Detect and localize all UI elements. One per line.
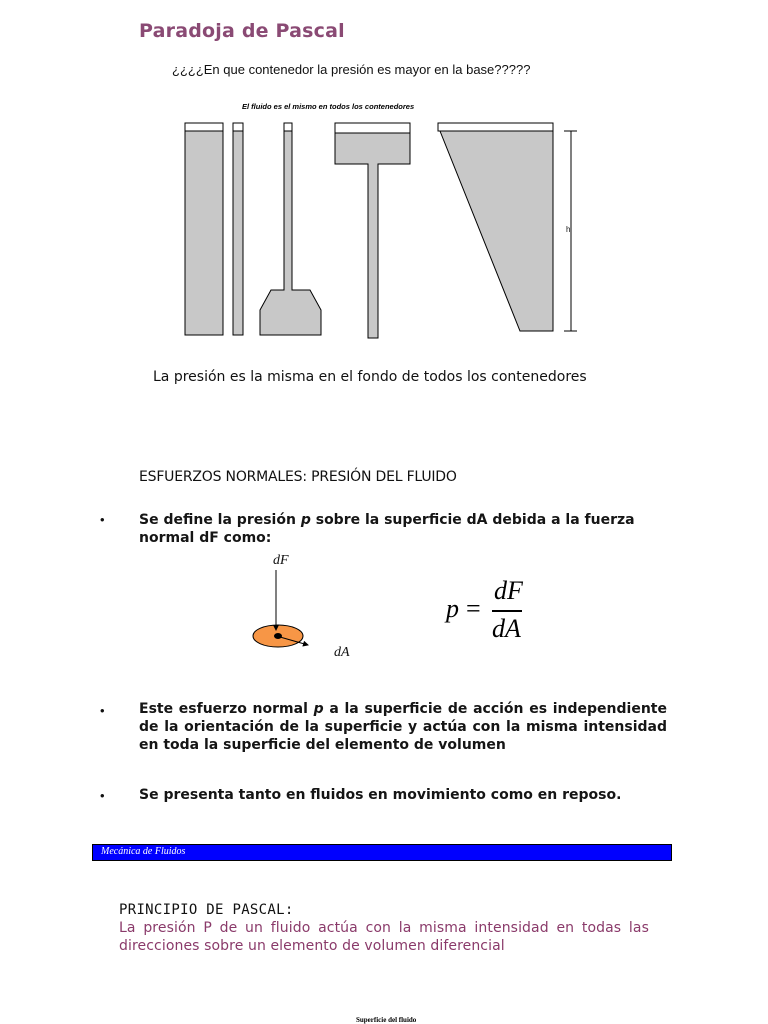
course-footer-bar bbox=[92, 844, 672, 861]
bullet-2-symbol-p: p bbox=[313, 701, 324, 717]
same-pressure-statement: La presión es la misma en el fondo de todos los contenedores bbox=[153, 369, 587, 385]
figure-caption: El fluido es el mismo en todos los contenedores bbox=[242, 102, 415, 111]
container-2-air bbox=[233, 123, 243, 131]
bullet-2-text bbox=[139, 700, 667, 754]
container-1-fluid bbox=[185, 131, 223, 335]
formula-denominator: dA bbox=[492, 614, 521, 643]
bullet-2-text-b: a la superficie de acción es independiente de la orientación de la superficie y actúa con la misma intensidad en toda la superficie del elemento de volumen bbox=[139, 701, 667, 753]
formula-equals: = bbox=[466, 594, 481, 623]
bullet-1-text-b: sobre la superficie dA debida a la fuerza normal dF como: bbox=[139, 512, 635, 546]
bullet-1-text bbox=[139, 511, 667, 547]
container-1-air bbox=[185, 123, 223, 131]
formula-numerator: dF bbox=[494, 576, 523, 605]
container-4-air bbox=[335, 123, 410, 133]
bullet-1-symbol-p: p bbox=[300, 512, 311, 528]
pascal-heading: PRINCIPIO DE PASCAL: bbox=[119, 902, 294, 918]
bottom-caption: Superficie del fluido bbox=[356, 1016, 417, 1024]
bullet-1-symbol: • bbox=[100, 512, 105, 527]
area-label: dA bbox=[334, 645, 350, 660]
force-diagram bbox=[245, 570, 325, 650]
question-text: ¿¿¿¿En que contenedor la presión es mayor en la base????? bbox=[172, 62, 531, 77]
container-3-fluid bbox=[260, 131, 321, 335]
height-label: h bbox=[566, 225, 571, 234]
container-3-air bbox=[284, 123, 292, 131]
formula-fraction-bar bbox=[492, 610, 522, 612]
bullet-3-symbol: • bbox=[100, 788, 105, 803]
bullet-2-text-a: Este esfuerzo normal bbox=[139, 701, 314, 717]
container-2-fluid bbox=[233, 131, 243, 335]
section-heading: ESFUERZOS NORMALES: PRESIÓN DEL FLUIDO bbox=[139, 469, 457, 485]
course-footer-text: Mecánica de Fluidos bbox=[101, 846, 186, 857]
container-5-air bbox=[438, 123, 553, 131]
force-label: dF bbox=[273, 553, 289, 568]
page-title: Paradoja de Pascal bbox=[139, 20, 345, 42]
formula-lhs: p bbox=[446, 594, 459, 623]
bullet-3-text: Se presenta tanto en fluidos en movimiento como en reposo. bbox=[139, 787, 622, 803]
area-center-dot bbox=[274, 633, 282, 639]
container-5-fluid bbox=[440, 131, 553, 331]
bullet-1-text-a: Se define la presión bbox=[139, 512, 301, 528]
container-4-fluid bbox=[335, 133, 410, 338]
pascal-principle-text: La presión P de un fluido actúa con la misma intensidad en todas las direcciones sobre un elemento de volumen diferencial bbox=[119, 920, 649, 954]
bullet-2-symbol: • bbox=[100, 703, 105, 718]
containers-figure bbox=[180, 118, 580, 343]
